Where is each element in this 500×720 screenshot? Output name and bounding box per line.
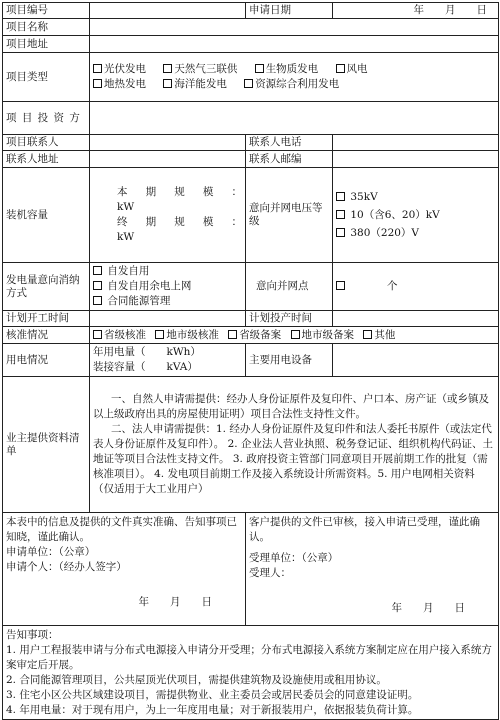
field-grid-point[interactable] bbox=[333, 263, 499, 311]
checkbox-icon[interactable] bbox=[228, 330, 237, 339]
acceptor-date[interactable]: 年 月 日 bbox=[391, 602, 465, 614]
acceptor-statement: 客户提供的文件已审核，接入申请已受理，谨此确认。 bbox=[249, 516, 480, 543]
row-contact bbox=[3, 135, 499, 151]
notice-title: 告知事项： bbox=[6, 629, 59, 641]
option-city-filing[interactable]: 地市级备案 bbox=[291, 329, 355, 342]
acceptor-confirmation bbox=[246, 513, 499, 626]
label-main-equipment: 主要用电设备 bbox=[246, 344, 333, 377]
field-project-no[interactable] bbox=[90, 3, 246, 19]
field-start-time[interactable] bbox=[90, 311, 246, 327]
label-materials: 业主提供资料清单 bbox=[3, 377, 90, 513]
option-self-use[interactable]: 自发自用 bbox=[93, 264, 242, 279]
label-project-name: 项目名称 bbox=[3, 19, 90, 36]
capacity-current-unit[interactable]: kW bbox=[117, 201, 135, 213]
applicant-date[interactable]: 年 月 日 bbox=[138, 596, 212, 608]
field-contact-phone[interactable] bbox=[333, 135, 499, 151]
checkbox-icon[interactable] bbox=[336, 210, 345, 219]
materials-list bbox=[90, 377, 499, 513]
option-380v[interactable]: 380（220）V bbox=[336, 224, 495, 242]
label-start-time: 计划开工时间 bbox=[3, 311, 90, 327]
row-contact-address bbox=[3, 151, 499, 168]
option-self-use-surplus[interactable]: 自发自用余电上网 bbox=[93, 279, 242, 294]
notice-item-3: 3. 住宅小区公共区域建设项目，需提供物业、业主委员会或居民委员会的同意建设证明。 bbox=[6, 689, 419, 701]
label-consumption: 发电量意向消纳方式 bbox=[3, 263, 90, 311]
checkbox-icon[interactable] bbox=[93, 266, 102, 275]
capacity-lines bbox=[90, 168, 246, 263]
checkbox-icon[interactable] bbox=[255, 64, 264, 73]
option-35kv[interactable]: 35kV bbox=[336, 188, 495, 206]
row-project-no bbox=[3, 3, 499, 19]
row-usage bbox=[3, 344, 499, 377]
option-10kv[interactable]: 10（含6、20）kV bbox=[336, 206, 495, 224]
option-resource-utilization[interactable]: 资源综合利用发电 bbox=[244, 77, 339, 92]
applicant-unit-seal[interactable]: 申请单位：（公章） bbox=[6, 546, 96, 558]
field-project-name[interactable] bbox=[90, 19, 499, 36]
checkbox-icon[interactable] bbox=[336, 281, 345, 290]
row-project-name bbox=[3, 19, 499, 36]
option-pv[interactable]: 光伏发电 bbox=[93, 62, 146, 77]
row-project-type bbox=[3, 53, 499, 102]
checkbox-icon[interactable] bbox=[336, 228, 345, 237]
materials-natural-person: 一、自然人申请需提供：经办人身份证原件及复印件、户口本、房产证（或乡镇及以上级政府出具的房屋使用证明）项目合法性支持性文件。 bbox=[93, 393, 489, 420]
usage-lines bbox=[90, 344, 246, 377]
checkbox-icon[interactable] bbox=[363, 330, 372, 339]
checkbox-icon[interactable] bbox=[336, 64, 345, 73]
voltage-options bbox=[333, 168, 499, 263]
row-capacity bbox=[3, 168, 499, 263]
option-biomass[interactable]: 生物质发电 bbox=[255, 62, 319, 77]
row-investor bbox=[3, 102, 499, 135]
option-provincial-approval[interactable]: 省级核准 bbox=[93, 329, 146, 342]
field-investor[interactable] bbox=[90, 102, 499, 135]
field-contact[interactable] bbox=[90, 135, 246, 151]
label-capacity: 装机容量 bbox=[3, 168, 90, 263]
acceptor-person[interactable]: 受理人： bbox=[249, 567, 291, 579]
label-approval: 核准情况 bbox=[3, 327, 90, 344]
field-contact-email[interactable] bbox=[333, 151, 499, 168]
checkbox-icon[interactable] bbox=[155, 330, 164, 339]
row-schedule bbox=[3, 311, 499, 327]
checkbox-icon[interactable] bbox=[336, 192, 345, 201]
checkbox-icon[interactable] bbox=[93, 79, 102, 88]
label-usage: 用电情况 bbox=[3, 344, 90, 377]
annual-consumption[interactable]: 年用电量（ kWh） bbox=[93, 346, 201, 358]
approval-options bbox=[90, 327, 499, 344]
notice-item-2: 2. 合同能源管理项目，公共屋顶光伏项目，需提供建筑物及设施使用或租用协议。 bbox=[6, 674, 387, 686]
applicant-person-signature[interactable]: 申请个人：（经办人签字） bbox=[6, 561, 127, 573]
option-city-approval[interactable]: 地市级核准 bbox=[155, 329, 219, 342]
label-production-time: 计划投产时间 bbox=[246, 311, 333, 327]
label-contact: 项目联系人 bbox=[3, 135, 90, 151]
label-project-type: 项目类型 bbox=[3, 53, 90, 102]
label-investor: 项 目 投 资 方 bbox=[3, 102, 90, 135]
grid-point-unit: 个 bbox=[387, 280, 398, 292]
row-approval bbox=[3, 327, 499, 344]
checkbox-icon[interactable] bbox=[93, 330, 102, 339]
field-contact-address[interactable] bbox=[90, 151, 246, 168]
row-confirmation bbox=[3, 513, 499, 626]
checkbox-icon[interactable] bbox=[93, 296, 102, 305]
row-materials bbox=[3, 377, 499, 513]
option-energy-contract[interactable]: 合同能源管理 bbox=[93, 294, 242, 309]
materials-legal-person: 二、法人申请需提供：1. 经办人身份证原件及复印件和法人委托书原件（或法定代表人身份证原件及复印件）。 2. 企业法人营业执照、税务登记证、组织机构代码证、土地证等项目合法性支持文件。 3. 政府投资主管部门同意项目开展前期工作的批复（需核准项目）。 4. 发电项目前期工作及接入系统设计所需资料。5. 用户电网相关资料（仅适用于大工业用户） bbox=[93, 423, 493, 495]
option-ocean[interactable]: 海洋能发电 bbox=[163, 77, 227, 92]
option-other[interactable]: 其他 bbox=[363, 329, 395, 342]
capacity-final-unit[interactable]: kW bbox=[117, 231, 135, 243]
checkbox-icon[interactable] bbox=[163, 79, 172, 88]
notice-item-1: 1. 用户工程报装申请与分布式电源接入申请分开受理；分布式电源接入系统方案制定应在用户接入系统方案审定后开展。 bbox=[6, 644, 492, 671]
label-contact-address: 联系人地址 bbox=[3, 151, 90, 168]
row-consumption bbox=[3, 263, 499, 311]
field-project-address[interactable] bbox=[90, 36, 499, 53]
option-provincial-filing[interactable]: 省级备案 bbox=[228, 329, 281, 342]
label-apply-date: 申请日期 bbox=[246, 3, 333, 19]
field-production-time[interactable] bbox=[333, 311, 499, 327]
option-geothermal[interactable]: 地热发电 bbox=[93, 77, 146, 92]
installed-capacity[interactable]: 装接容量（ kVA） bbox=[93, 361, 198, 373]
acceptor-unit-seal[interactable]: 受理单位：（公章） bbox=[249, 552, 339, 564]
notice-item-4: 4. 年用电量：对于现有用户，为上一年度用电量；对于新报装用户，依据报装负荷计算。 bbox=[6, 704, 419, 716]
apply-date-placeholder: 年 月 日 bbox=[413, 4, 487, 16]
option-gas-cchp[interactable]: 天然气三联供 bbox=[163, 62, 237, 77]
row-project-address bbox=[3, 36, 499, 53]
applicant-confirmation bbox=[3, 513, 246, 626]
applicant-statement: 本表中的信息及提供的文件真实准确、告知事项已知晓，谨此确认。 bbox=[6, 516, 237, 543]
label-project-no: 项目编号 bbox=[3, 3, 90, 19]
capacity-current-label: 本期规模： bbox=[117, 186, 242, 198]
project-type-options bbox=[90, 53, 499, 102]
label-contact-email: 联系人邮编 bbox=[246, 151, 333, 168]
label-voltage: 意向并网电压等级 bbox=[246, 168, 333, 263]
label-contact-phone: 联系人电话 bbox=[246, 135, 333, 151]
application-form bbox=[2, 2, 499, 720]
checkbox-icon[interactable] bbox=[93, 281, 102, 290]
label-project-address: 项目地址 bbox=[3, 36, 90, 53]
label-grid-point: 意向并网点 bbox=[246, 263, 333, 311]
checkbox-icon[interactable] bbox=[163, 64, 172, 73]
field-apply-date[interactable] bbox=[333, 3, 499, 19]
capacity-final-label: 终期规模： bbox=[117, 216, 242, 228]
checkbox-icon[interactable] bbox=[291, 330, 300, 339]
field-main-equipment[interactable] bbox=[333, 344, 499, 377]
option-wind[interactable]: 风电 bbox=[336, 62, 368, 77]
consumption-options bbox=[90, 263, 246, 311]
checkbox-icon[interactable] bbox=[93, 64, 102, 73]
checkbox-icon[interactable] bbox=[244, 79, 253, 88]
